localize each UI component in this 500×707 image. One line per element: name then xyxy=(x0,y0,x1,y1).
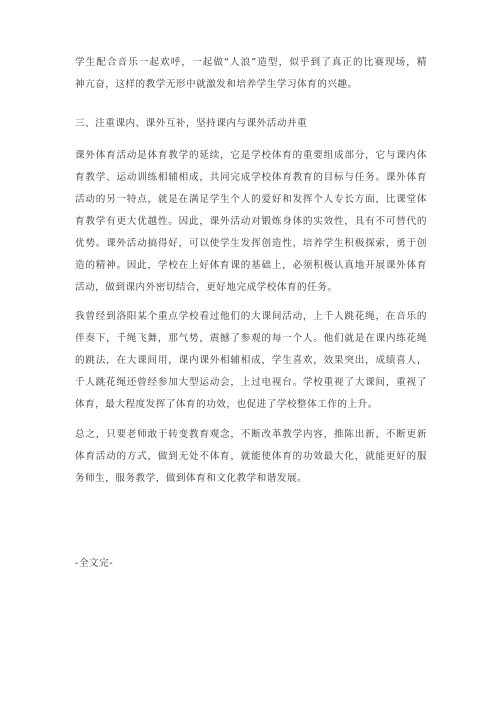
paragraph-luoyang-example xyxy=(75,306,427,416)
text-line: 务师生，服务教学，做到体育和文化教学和谐发展。 xyxy=(75,473,308,484)
text-line: 学生配合音乐一起欢呼，一起做“人浪”造型，似乎到了真正的比赛现场，精 xyxy=(75,57,427,68)
text-line: 总之，只要老师敢于转变教育观念，不断改革教学内容，推陈出新，不断更新 xyxy=(75,429,427,440)
text-line: 伴奏下，千绳飞舞，那气势，震撼了参观的每一个人。他们就是在课内练花绳 xyxy=(75,333,427,344)
text-line: 育教学、运动训练相辅相成，共同完成学校体育教育的目标与任务。课外体育 xyxy=(75,172,427,183)
text-line: 神亢奋，这样的教学无形中就激发和培养学生学习体育的兴趣。 xyxy=(75,79,358,90)
text-line: 千人跳花绳还曾经参加大型运动会，上过电视台。学校重视了大课间，重视了 xyxy=(75,377,427,388)
section-heading: 三、注重课内、课外互补，坚持课内与课外活动并重 xyxy=(75,118,308,129)
text-line: 造的精神。因此，学校在上好体育课的基础上，必须积极认真地开展课外体育 xyxy=(75,260,427,271)
text-line: 课外体育活动是体育教学的延续，它是学校体育的重要组成部分，它与课内体 xyxy=(75,150,427,161)
paragraph-intro-continuation xyxy=(75,52,427,96)
text-line: 体育活动的方式，做到无处不体育，就能使体育的功效最大化，就能更好的服 xyxy=(75,451,427,462)
paragraph-extracurricular xyxy=(75,145,427,299)
text-line: 我曾经到洛阳某个重点学校看过他们的大课间活动，上千人跳花绳，在音乐的 xyxy=(75,311,427,322)
end-of-text-mark: -全文完- xyxy=(75,558,114,569)
paragraph-conclusion xyxy=(75,424,427,490)
text-line: 的跳法，在大课间用，课内课外相辅相成，学生喜欢，效果突出，成绩喜人， xyxy=(75,355,427,366)
text-line: 活动的另一特点，就是在满足学生个人的爱好和发挥个人专长方面，比课堂体 xyxy=(75,194,427,205)
text-line: 优势。课外活动搞得好，可以使学生发挥创造性，培养学生积极探索，勇于创 xyxy=(75,238,427,249)
text-line: 体育，最大程度发挥了体育的功效，也促进了学校整体工作的上升。 xyxy=(75,399,378,410)
text-line: 育教学有更大优越性。因此，课外活动对锻炼身体的实效性，具有不可替代的 xyxy=(75,216,427,227)
text-line: 活动，做到课内外密切结合，更好地完成学校体育的任务。 xyxy=(75,282,338,293)
